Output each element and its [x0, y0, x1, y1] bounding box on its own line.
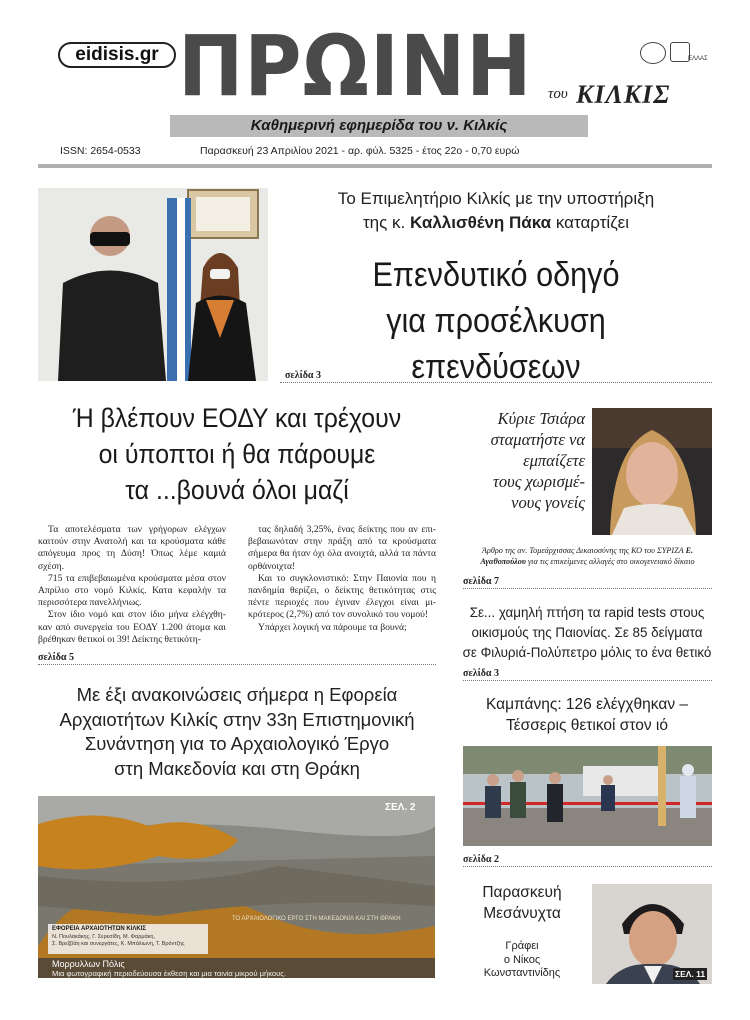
paionia-headline-line: σε Φιλυριά-Πολύπετρο μόλις το ένα θετικό: [462, 645, 712, 660]
testing-site-photo[interactable]: [463, 746, 712, 846]
eody-headline-line1: Ή βλέπουν ΕΟΔΥ και τρέχουν: [72, 403, 402, 433]
paionia-headline-line: οικισμούς της Παιονίας. Σε 85 δείγματα: [471, 625, 703, 640]
tsiara-headline-line: σταματήστε να: [490, 430, 585, 449]
archaeology-banner-title: ΤΟ ΑΡΧΑΙΟΛΟΓΙΚΟ ΕΡΓΟ ΣΤΗ ΜΑΚΕΔΟΝΙΑ ΚΑΙ ΣΤΗ ΘΡΑΚΗ: [232, 916, 401, 922]
archaeology-headline-line: Αρχαιοτήτων Κιλκίς στην 33η Επιστημονική: [59, 708, 415, 730]
archaeology-headline-line: Με έξι ανακοινώσεις σήμερα η Εφορεία: [76, 684, 398, 705]
lead-kicker-suffix: καταρτίζει: [555, 213, 630, 232]
tsiara-caption-prefix: Άρθρο της αν. Τομεάρχισσας Δικαιοσύνης της ΚΟ του ΣΥΡΙΖΑ: [481, 546, 684, 555]
eody-page-ref[interactable]: σελίδα 5: [38, 652, 74, 663]
archaeology-page-tag[interactable]: ΣΕΛ. 2: [385, 802, 416, 813]
lead-story-page-ref[interactable]: σελίδα 3: [285, 370, 321, 381]
eody-headline-line3: τα ...βουνά όλοι μαζί: [125, 475, 349, 505]
tsiara-caption-author: Ε. Αγαθοπούλου: [480, 546, 694, 566]
eody-paragraph: Στον ίδιο νομό και στον ίδιο μήνα ελέγχθη- καν από συνεργεία του ΕΟΔΥ 1.200 άτομα και βρέθηκαν θετικοί οι 39! Δείκτης θετικότη-: [38, 609, 226, 645]
eody-paragraph: Και το συγκλονιστικό: Στην Παιονία που η πανδημία θερίζει, ο δείκτης θετικότητας στις πέντε περιοχές που έγιναν έλεγχοι είναι μι- κρότερος (2,7%) από τον συνολικό του νομού!: [248, 572, 436, 621]
tsiara-caption-suffix: για τις επικείμενες αλλαγές στο οικογενειακό δίκαιο: [527, 557, 695, 566]
archaeology-org-name: ΕΦΟΡΕΙΑ ΑΡΧΑΙΟΤΗΤΩΝ ΚΙΛΚΙΣ: [52, 926, 147, 932]
divider: [463, 680, 712, 681]
title-suffix-article: του: [548, 86, 568, 102]
lead-story-photo[interactable]: [38, 188, 268, 381]
author-column-title-line: Παρασκευή: [482, 884, 562, 901]
tsiara-headline-line: τους χωρισμέ-: [492, 472, 585, 491]
divider: [463, 588, 712, 589]
eody-story-headline[interactable]: [54, 400, 420, 508]
eody-paragraph: Υπάρχει λογική να πάρουμε τα βουνά;: [258, 621, 407, 633]
tsiara-headline[interactable]: [455, 408, 585, 513]
kampanis-headline-line: Καμπάνης: 126 ελέγχθηκαν –: [486, 696, 688, 713]
tsiara-headline-line: Κύριε Τσιάρα: [497, 409, 585, 428]
divider: [38, 664, 436, 665]
author-column-title-line: Μεσάνυχτα: [483, 905, 561, 922]
author-page-tag[interactable]: ΣΕΛ. 11: [675, 969, 706, 979]
divider: [463, 866, 712, 867]
paionia-page-ref[interactable]: σελίδα 3: [463, 668, 499, 679]
title-suffix-town: ΚΙΛΚΙΣ: [576, 80, 671, 109]
tsiara-headline-line: εμπαίζετε: [523, 451, 585, 470]
paionia-headline-line: Σε... χαμηλή πτήση τα rapid tests στους: [469, 605, 705, 620]
kampanis-headline-line: Τέσσερις θετικοί στον ιό: [506, 717, 668, 734]
archaeology-photo-title: Μορρυλλων Πόλις: [52, 959, 125, 969]
eody-headline-line2: οι ύποπτοι ή θα πάρουμε: [98, 439, 376, 469]
archaeology-authors: [52, 934, 208, 948]
lead-kicker-line1: Το Επιμελητήριο Κιλκίς με την υποστήριξη: [337, 189, 655, 208]
eody-body-column-2: [248, 524, 436, 634]
tsiara-article-photo[interactable]: [592, 408, 712, 535]
lead-kicker-mid: της κ.: [362, 213, 406, 232]
archaeology-headline[interactable]: [38, 683, 436, 781]
lead-kicker-name: Καλλισθένη Πάκα: [409, 213, 552, 232]
tsiara-caption: [463, 545, 712, 567]
author-byline: [462, 940, 582, 981]
divider: [280, 382, 712, 383]
archaeology-headline-line: στη Μακεδονία και στη Θράκη: [114, 757, 360, 779]
archaeology-headline-line: Συνάντηση για το Αρχαιολογικό Έργο: [84, 733, 390, 754]
tsiara-page-ref[interactable]: σελίδα 7: [463, 576, 499, 587]
eody-paragraph: τας δηλαδή 3,25%, ένας δείκτης που αν επι- βεβαιωνόταν στην πράξη από τα κρούσματα σήμερα θα ήταν όχι όλα ανοιχτά, αλλά τα πάντα ορθάνοιχτα!: [248, 524, 436, 572]
author-column-title[interactable]: [462, 882, 582, 924]
paionia-tests-headline[interactable]: [462, 603, 712, 663]
press-logo-icon: [670, 42, 690, 62]
lead-headline-line1: Επενδυτικό οδηγό: [372, 256, 620, 294]
kampanis-headline[interactable]: [462, 694, 712, 736]
tsiara-headline-line: νους γονείς: [511, 493, 585, 512]
lead-headline-line2: για προσέλκυση επενδύσεων: [386, 302, 606, 386]
archaeology-photo-caption: Μια φωτογραφική περιοδεύουσα έκθεση και μια ταινία μικρού μήκους.: [52, 969, 287, 978]
masthead-divider: [38, 164, 712, 168]
author-byline-line: Κωνσταντινίδης: [483, 967, 561, 979]
archaeology-authors-line: Σ. Βρεξβάη και συνεργάτες, Κ. Μπάλιωνη, Τ. Βρόντζης: [52, 941, 185, 947]
eody-paragraph: 715 τα επιβεβαιωμένα κρούσματα μέσα στον Απρίλιο στο νομό Κιλκίς. Κατα κεφαλήν τα περισσότερα πανελλήνιως.: [38, 572, 226, 609]
author-byline-line: ο Νίκος: [503, 953, 541, 966]
issue-date-line: Παρασκευή 23 Απριλίου 2021 - αρ. φύλ. 5325 - έτος 22ο - 0,70 ευρώ: [200, 145, 520, 157]
postage-stamp-icon: [640, 42, 666, 64]
eody-paragraph: Τα αποτελέσματα των γρήγορων ελέγχων καιτούν στην Ανατολή και τα κρούσματα κάθε απόγευμα προς τη Δύση! Όπως λέμε καμιά σχέση.: [38, 524, 226, 572]
tagline-bar: Καθημερινή εφημερίδα του ν. Κιλκίς: [170, 115, 588, 137]
site-url-badge[interactable]: eidisis.gr: [58, 42, 176, 68]
newspaper-title: ΠΡΩΙΝΗ: [178, 17, 533, 115]
lead-story-headline[interactable]: [302, 252, 691, 390]
lead-story-kicker: [280, 187, 712, 235]
kampanis-page-ref[interactable]: σελίδα 2: [463, 854, 499, 865]
stamp-label: ΕΛΛΑΣ: [688, 56, 708, 62]
issn-number: ISSN: 2654-0533: [60, 145, 141, 157]
archaeology-authors-line: Ν. Πουλακάκης, Γ. Σερεσίδη, Μ. Φαρμάκη,: [52, 934, 156, 940]
author-byline-line: Γράφει: [505, 940, 539, 952]
eody-body-column-1: [38, 524, 226, 646]
